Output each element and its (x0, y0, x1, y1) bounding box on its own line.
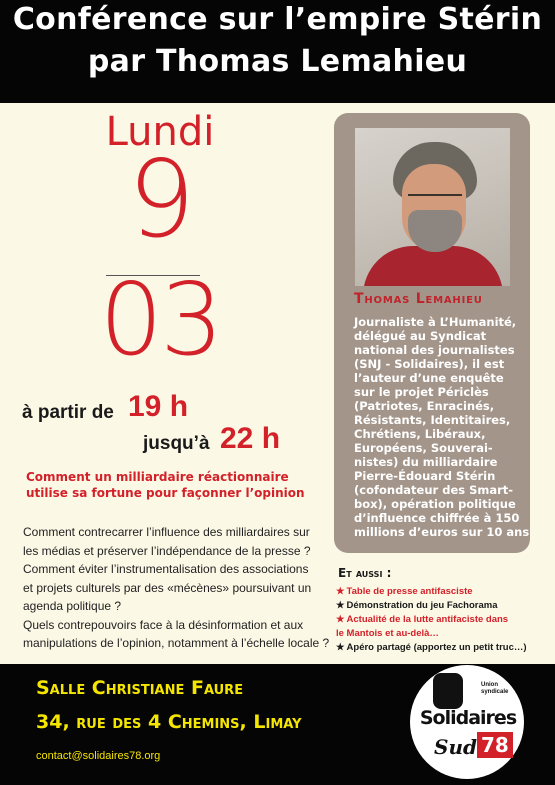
speaker-name: Thomas Lemahieu (354, 291, 483, 307)
event-day-number: 9 (127, 138, 193, 261)
event-subtitle (26, 469, 326, 501)
question-line: Quels contrepouvoirs face à la désinformation et aux (23, 617, 304, 632)
logo-brand: Solidaires (419, 707, 517, 729)
contact-email[interactable]: contact@solidaires78.org (36, 750, 161, 762)
star-icon: ★ (336, 642, 345, 653)
bio-line: délégué au Syndicat (354, 329, 487, 343)
star-icon: ★ (336, 586, 345, 597)
bio-line: Chrétiens, Libéraux, (354, 427, 486, 441)
bio-line: (SNJ - Solidaires), il est (354, 357, 505, 371)
question-line: Comment éviter l’instrumentalisation des associations (23, 562, 309, 576)
bio-line: (Patriotes, Enracinés, (354, 399, 495, 413)
subtitle-line: Comment un milliardaire réactionnaire (26, 470, 289, 484)
bio-line: d’influence chiffrée à 150 (354, 511, 520, 525)
star-icon: ★ (336, 600, 345, 611)
speaker-photo (355, 128, 510, 286)
end-time: 22 h (220, 422, 281, 455)
bio-line: millions d’euros sur 10 ans (354, 525, 530, 539)
discussion-questions (23, 523, 330, 653)
also-item: ★ Apéro partagé (apportez un petit truc…) (336, 642, 527, 653)
page-title-speaker: par Thomas Lemahieu (87, 44, 468, 79)
fist-icon (433, 673, 463, 709)
question-line: Comment contrecarrer l’influence des milliardaires sur (23, 525, 310, 539)
event-month-number: 03 (99, 261, 221, 378)
also-item-continuation: le Mantois et au-delà… (336, 628, 439, 639)
also-list (336, 585, 552, 655)
star-icon: ★ (336, 614, 345, 625)
venue-address: 34, rue des 4 Chemins, Limay (36, 711, 302, 733)
question-line: et projets culturels par des «mécènes» poursuivant un (23, 580, 312, 595)
bio-line: Européens, Souverai- (354, 441, 493, 455)
bio-line: nistes) du milliardaire (354, 455, 498, 469)
venue-name: Salle Christiane Faure (36, 677, 244, 699)
question-line: les médias et préserver l’indépendance de la presse ? (23, 543, 311, 558)
start-time-label: à partir de (22, 402, 114, 423)
page-title: Conférence sur l’empire Stérin (12, 2, 543, 37)
bio-line: Pierre-Édouard Stérin (354, 469, 496, 483)
also-item: ★ Table de presse antifasciste (336, 586, 473, 597)
speaker-bio (354, 315, 528, 539)
bio-line: Résistants, Identitaires, (354, 413, 511, 427)
event-weekday: Lundi (105, 109, 215, 155)
also-item: ★ Démonstration du jeu Fachorama (336, 600, 498, 611)
logo-number: 78 (477, 732, 513, 758)
bio-line: l’auteur d’une enquête (354, 371, 504, 385)
bio-line: (cofondateur des Smart- (354, 483, 514, 497)
photo-sweater (363, 246, 503, 286)
start-time: 19 h (128, 390, 189, 423)
photo-glasses (408, 194, 462, 206)
bio-line: sur le projet Périclès (354, 385, 489, 399)
speaker-card (334, 113, 530, 553)
subtitle-line: utilise sa fortune pour façonner l’opinion (26, 486, 305, 500)
bio-line: box), opération politique (354, 497, 516, 511)
bio-line: Journaliste à L’Humanité, (354, 315, 517, 329)
solidaires-logo (410, 665, 524, 779)
logo-sud: Sud (434, 735, 477, 759)
end-time-label: jusqu’à (143, 433, 210, 454)
also-title: Et aussi : (338, 566, 392, 580)
question-line: agenda politique ? (23, 599, 122, 613)
question-line: manipulations de l’opinion, notamment à l’échelle locale ? (23, 636, 330, 650)
bio-line: national des journalistes (354, 343, 515, 357)
also-item: ★ Actualité de la lutte antifaciste dans (336, 614, 509, 625)
logo-union-text: Union syndicale (481, 682, 509, 695)
